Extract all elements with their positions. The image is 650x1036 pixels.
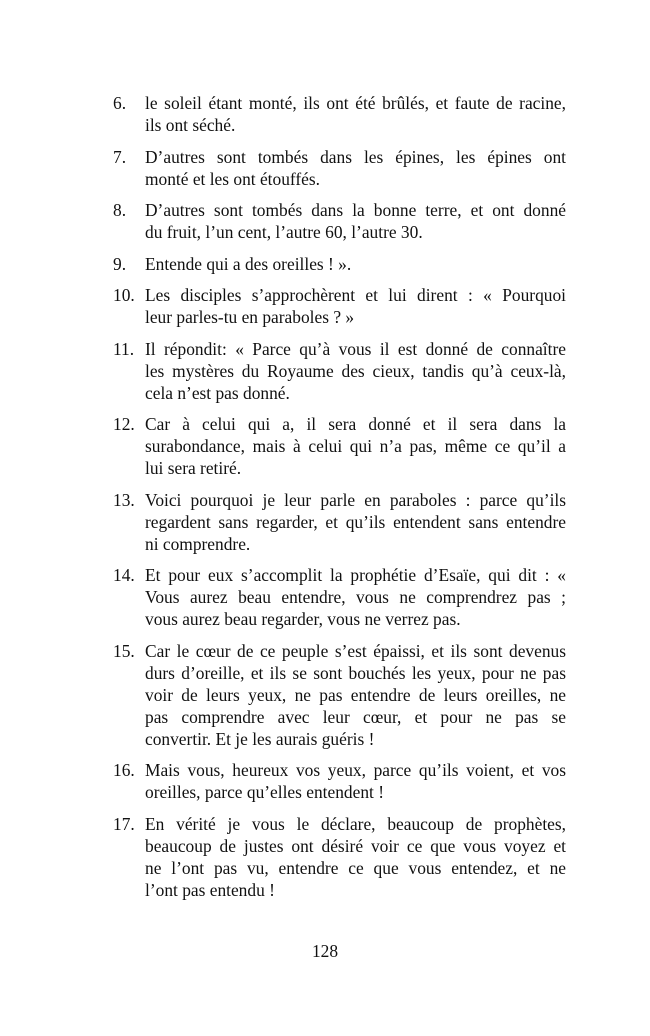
verse-line: Mais vous, heureux vos yeux, parce qu’ils voient, et vos [145, 760, 566, 780]
page-number: 128 [311, 941, 339, 961]
verse-text [145, 759, 566, 803]
verse-line: vous aurez beau regarder, vous ne verrez pas. [145, 609, 461, 629]
verse-text [145, 413, 566, 479]
verse-item [113, 759, 566, 803]
verse-line: ils ont séché. [145, 115, 236, 135]
verse-number: 7. [113, 146, 127, 167]
verse-line: Car le cœur de ce peuple s’est épaissi, et ils sont devenus [145, 640, 566, 661]
verse-text [145, 199, 566, 243]
verse-number: 13. [113, 489, 135, 510]
verse-line: lui sera retiré. [145, 458, 242, 478]
verse-line: Vous aurez beau entendre, vous ne comprendrez pas ; [145, 587, 566, 607]
verse-text [145, 564, 566, 630]
verse-line: convertir. Et je les aurais guéris ! [145, 728, 375, 749]
verse-number: 15. [113, 640, 135, 661]
verse-item [113, 338, 566, 404]
verse-line: D’autres sont tombés dans la bonne terre, et ont donné [145, 200, 566, 220]
verse-line: monté et les ont étouffés. [145, 168, 320, 189]
verse-item [113, 146, 566, 190]
verse-text [145, 489, 566, 555]
verse-number: 10. [113, 285, 135, 305]
verse-item [113, 813, 566, 901]
verse-line: cela n’est pas donné. [145, 382, 290, 403]
verse-text [145, 284, 566, 328]
verse-line: oreilles, parce qu’elles entendent ! [145, 782, 385, 802]
verse-line: Il répondit: « Parce qu’à vous il est donné de connaître [145, 338, 566, 359]
verse-list [113, 92, 566, 910]
verse-line: Car à celui qui a, il sera donné et il sera dans la [145, 414, 566, 434]
verse-line: voir de leurs yeux, ne pas entendre de leurs oreilles, ne [145, 684, 566, 705]
verse-number: 11. [113, 338, 135, 359]
verse-text [145, 146, 566, 190]
verse-item [113, 489, 566, 555]
verse-number: 12. [113, 414, 135, 434]
verse-line: D’autres sont tombés dans les épines, les épines ont [145, 146, 566, 167]
verse-line: Entende qui a des oreilles ! ». [145, 253, 352, 274]
verse-line: surabondance, mais à celui qui n’a pas, même ce qu’il a [145, 436, 566, 456]
verse-item [113, 413, 566, 479]
verse-line: le soleil étant monté, ils ont été brûlés, et faute de racine, [145, 93, 566, 113]
verse-line: Voici pourquoi je leur parle en paraboles : parce qu’ils [145, 489, 566, 510]
verse-number: 17. [113, 813, 135, 834]
verse-item [113, 564, 566, 630]
verse-line: pas comprendre avec leur cœur, et pour ne pas se [145, 706, 566, 727]
verse-item [113, 92, 566, 136]
verse-number: 8. [113, 200, 127, 220]
verse-line: leur parles-tu en paraboles ? » [145, 307, 355, 327]
verse-number: 16. [113, 760, 135, 780]
verse-line: ni comprendre. [145, 533, 251, 554]
verse-text [145, 338, 566, 404]
verse-line: Les disciples s’approchèrent et lui dirent : « Pourquoi [145, 285, 566, 305]
verse-text [145, 253, 566, 275]
verse-line: Et pour eux s’accomplit la prophétie d’Esaïe, qui dit : « [145, 565, 566, 585]
verse-item [113, 253, 566, 275]
verse-line: durs d’oreille, et ils se sont bouchés les yeux, pour ne pas [145, 662, 566, 683]
verse-item [113, 640, 566, 750]
verse-text [145, 813, 566, 901]
verse-item [113, 284, 566, 328]
verse-number: 6. [113, 93, 127, 113]
verse-line: regardent sans regarder, et qu’ils entendent sans entendre [145, 511, 566, 532]
verse-text [145, 92, 566, 136]
verse-line: du fruit, l’un cent, l’autre 60, l’autre 30. [145, 222, 423, 242]
verse-number: 14. [113, 565, 135, 585]
verse-line: beaucoup de justes ont désiré voir ce que vous voyez et [145, 835, 566, 856]
verse-item [113, 199, 566, 243]
verse-text [145, 640, 566, 750]
verse-line: En vérité je vous le déclare, beaucoup de prophètes, [145, 813, 566, 834]
verse-number: 9. [113, 253, 127, 274]
verse-line: les mystères du Royaume des cieux, tandis qu’à ceux-là, [145, 360, 566, 381]
verse-line: ne l’ont pas vu, entendre ce que vous entendez, et ne [145, 857, 566, 878]
verse-line: l’ont pas entendu ! [145, 879, 275, 900]
